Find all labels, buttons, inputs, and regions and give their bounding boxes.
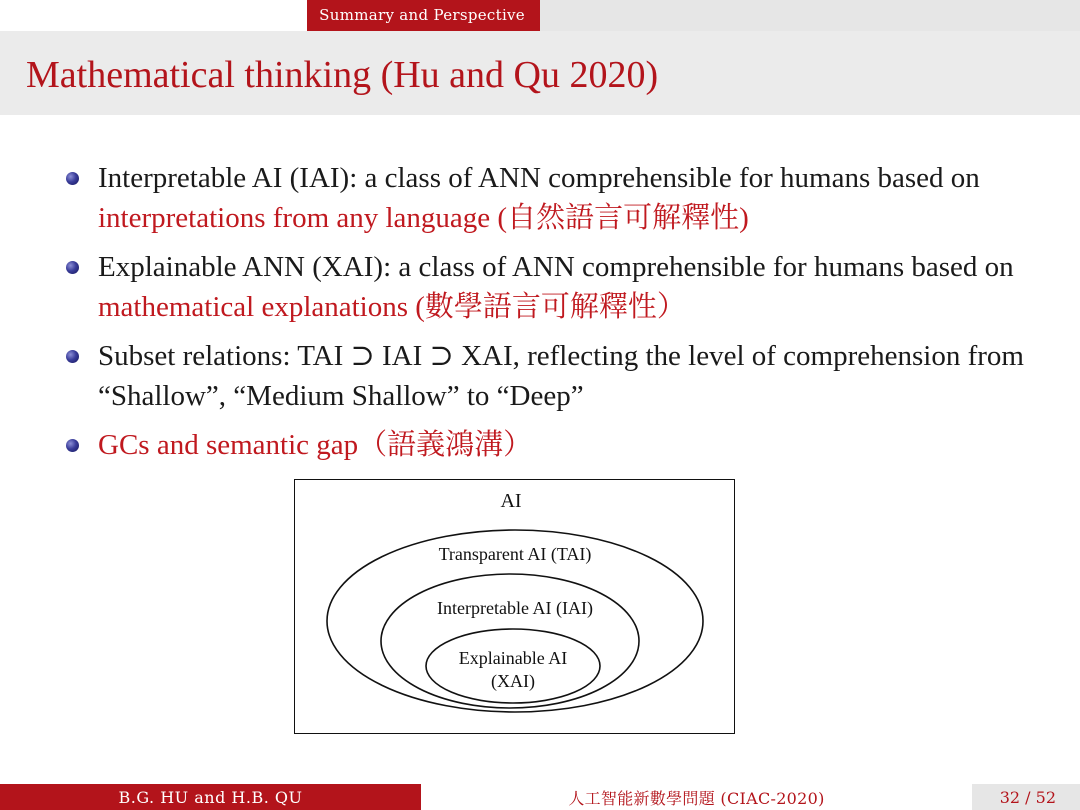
bullet-text: Interpretable AI (IAI): a class of ANN comprehensible for humans based on: [98, 162, 980, 194]
diagram-svg: [295, 480, 736, 735]
diagram-label-ai: AI: [500, 490, 522, 512]
bullet-item: [62, 247, 1062, 327]
bullet-highlight: interpretations from any language (自然語言可解釋性): [98, 202, 749, 234]
bullet-dot-icon: [66, 350, 79, 363]
section-label: Summary and Perspective: [307, 0, 540, 31]
bullet-text: Subset relations: TAI ⊃ IAI ⊃ XAI, reflecting the level of comprehension from “Shallow”, “Medium Shallow” to “Deep”: [98, 340, 1024, 412]
bullet-dot-icon: [66, 261, 79, 274]
diagram-label-tai: Transparent AI (TAI): [438, 544, 592, 564]
footer-event: 人工智能新數學問題 (CIAC-2020): [421, 784, 972, 810]
title-band: [0, 31, 1080, 115]
ai-subset-diagram: [294, 479, 735, 734]
bullet-dot-icon: [66, 172, 79, 185]
bullet-highlight: GCs and semantic gap（語義鴻溝）: [98, 429, 533, 461]
bullet-item: [62, 336, 1062, 416]
footer-page-number: 32 / 52: [972, 784, 1080, 810]
top-navigation-bar: [0, 0, 1080, 31]
section-tab[interactable]: [0, 0, 540, 31]
bullet-dot-icon: [66, 439, 79, 452]
bullet-item: [62, 158, 1062, 238]
bullet-item: [62, 425, 1062, 465]
bullet-highlight: mathematical explanations (數學語言可解釋性）: [98, 291, 686, 323]
bullet-text: Explainable ANN (XAI): a class of ANN comprehensible for humans based on: [98, 251, 1014, 283]
diagram-label-xai-abbr: (XAI): [491, 671, 535, 691]
bullet-list: [62, 158, 1062, 474]
diagram-label-iai: Interpretable AI (IAI): [437, 598, 593, 618]
slide-title: Mathematical thinking (Hu and Qu 2020): [26, 54, 659, 96]
footer-bar: [0, 784, 1080, 810]
footer-authors: B.G. HU and H.B. QU: [0, 784, 421, 810]
diagram-label-xai: Explainable AI: [458, 648, 568, 668]
